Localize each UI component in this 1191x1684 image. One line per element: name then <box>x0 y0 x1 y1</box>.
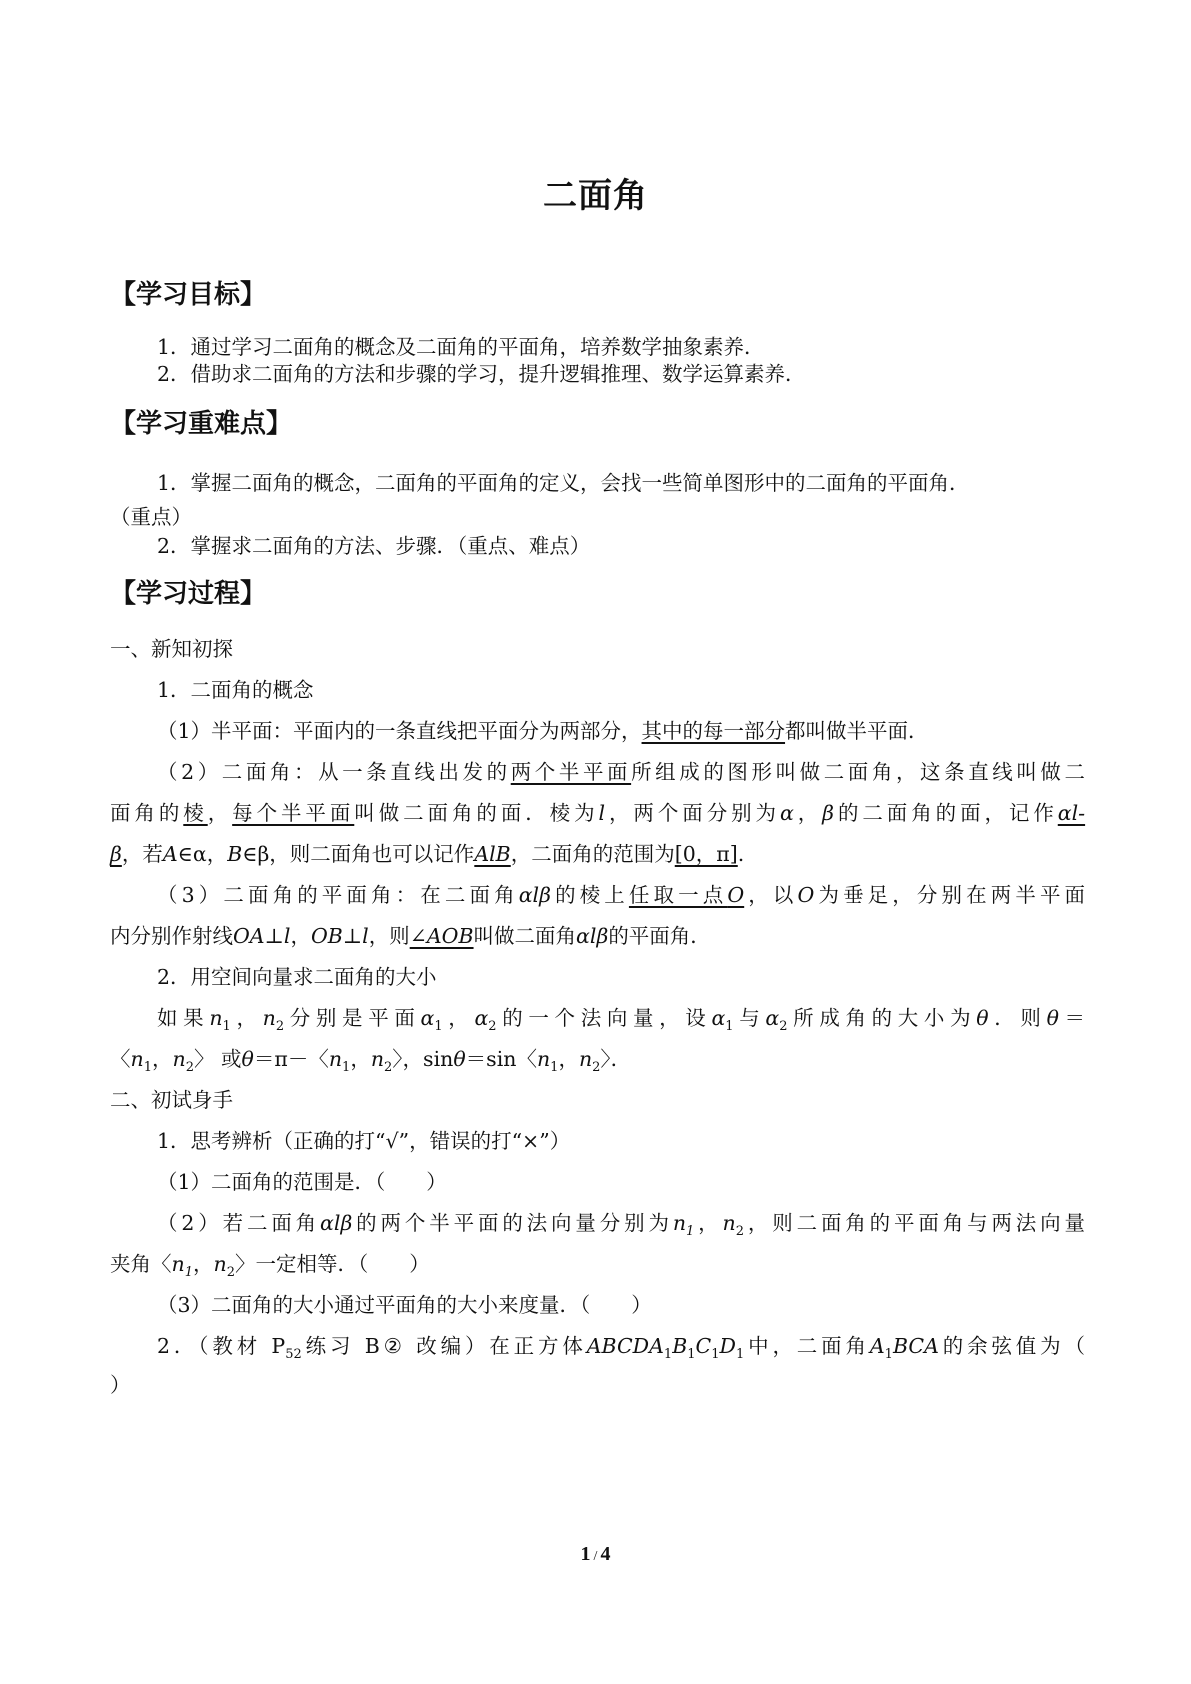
question-1-item-2-line-2 <box>110 1248 1085 1280</box>
text: 都叫做半平面． <box>785 719 929 743</box>
text: ， <box>151 1047 173 1071</box>
subscript: 2 <box>275 1019 285 1035</box>
text: ， <box>558 1047 579 1071</box>
text: （2）二面角：从一条直线出发的 <box>157 760 511 784</box>
text: （2）若二面角 <box>157 1211 321 1235</box>
text: ， <box>207 801 233 825</box>
text: ，以 <box>744 883 798 907</box>
math-symbol: n <box>213 1252 227 1276</box>
math-symbol: OA <box>233 924 265 948</box>
keypoint-item-1: 1．掌握二面角的概念，二面角的平面角的定义，会找一些简单图形中的二面角的平面角． <box>157 471 970 495</box>
total-pages: 4 <box>600 1543 611 1565</box>
subscript: 1 <box>735 1347 745 1363</box>
math-symbol: n <box>672 1211 687 1235</box>
question-1-item-1: （1）二面角的范围是．（ ） <box>157 1170 447 1194</box>
text: 的余弦值为（ <box>938 1334 1086 1358</box>
math-symbol: α <box>474 1006 489 1030</box>
math-symbol: β <box>822 801 835 825</box>
question-1-title: 1．思考辨析（正确的打“√”，错误的打“×”） <box>157 1129 571 1153</box>
text: ＝sin〈 <box>465 1047 537 1071</box>
math-symbol: n <box>328 1047 343 1071</box>
subscript: 1 <box>222 1019 231 1035</box>
text: 〉，sin <box>392 1047 454 1071</box>
question-2-line-2: ） <box>110 1373 131 1397</box>
text: 〉． <box>600 1047 632 1071</box>
half-plane-definition <box>157 715 1085 747</box>
text: ， <box>350 1047 371 1071</box>
text: 面角的 <box>110 801 184 825</box>
concept-title: 1．二面角的概念 <box>157 678 314 702</box>
text: ， <box>793 801 823 825</box>
math-symbol: n <box>171 1252 185 1276</box>
math-symbol: n <box>262 1006 276 1030</box>
plane-angle-definition-line-2 <box>110 920 1085 952</box>
question-1-item-2-line-1 <box>157 1207 1085 1239</box>
text: ， <box>230 1006 263 1030</box>
math-symbol: n <box>370 1047 385 1071</box>
current-page: 1 <box>580 1543 591 1565</box>
math-symbol: A <box>869 1334 885 1358</box>
subscript: 1 <box>663 1347 673 1363</box>
subscript: 2 <box>185 1060 194 1076</box>
text: 所组成的图形叫做二面角，这条直线叫做二 <box>631 760 1086 784</box>
text: ，若 <box>121 842 163 866</box>
math-symbol: α <box>420 1006 435 1030</box>
underlined-term: 棱 <box>183 801 208 825</box>
subscript: 2 <box>384 1060 393 1076</box>
keypoint-item-2: 2．掌握求二面角的方法、步骤．（重点、难点） <box>157 534 591 558</box>
math-symbol: n <box>578 1047 593 1071</box>
section-heading-goals: 【学习目标】 <box>110 280 267 310</box>
text: 分别是平面 <box>284 1006 421 1030</box>
text: ＝π－〈 <box>253 1047 329 1071</box>
keypoint-item-1-tag: （重点） <box>110 505 192 529</box>
part-heading-practice: 二、初试身手 <box>110 1088 233 1112</box>
text: ＝ <box>1058 1006 1086 1030</box>
math-symbol: αlβ <box>320 1211 353 1235</box>
subscript: 2 <box>488 1019 497 1035</box>
math-symbol: C <box>695 1334 712 1358</box>
underlined-term: 每个半平面 <box>232 801 355 825</box>
text: 中，二面角 <box>744 1334 870 1358</box>
math-symbol: l <box>283 924 291 948</box>
underlined-term: 任取一点 <box>628 883 728 907</box>
text: 的二面角的面，记作 <box>834 801 1058 825</box>
underlined-term: 其中的每一部分 <box>641 719 786 743</box>
vector-method-line-2 <box>110 1043 1085 1075</box>
text: （3）二面角的平面角：在二面角 <box>157 883 519 907</box>
math-symbol: O <box>797 883 815 907</box>
dihedral-definition-line-2 <box>110 797 1085 829</box>
subscript: 1 <box>687 1347 696 1363</box>
text: ，二面角的范围为 <box>510 842 675 866</box>
dihedral-definition-line-1 <box>157 756 1085 788</box>
text: 的棱上 <box>550 883 629 907</box>
text: 叫做二面角 <box>473 924 577 948</box>
text: ．则 <box>988 1006 1047 1030</box>
math-symbol: B <box>227 842 243 866</box>
subscript: 2 <box>735 1224 745 1240</box>
part-heading-new-knowledge: 一、新知初探 <box>110 637 233 661</box>
math-symbol: l <box>362 924 369 948</box>
subscript: 1 <box>342 1060 351 1076</box>
math-symbol: n <box>172 1047 186 1071</box>
underlined-term: ∠AOB <box>409 924 474 948</box>
text: 的一个法向量，设 <box>496 1006 712 1030</box>
goal-item-2: 2．借助求二面角的方法和步骤的学习，提升逻辑推理、数学运算素养． <box>157 362 806 386</box>
subscript: 1 <box>550 1060 559 1076</box>
text: ，则 <box>368 924 410 948</box>
underlined-term: [0，π] <box>674 842 738 866</box>
text: ， <box>442 1006 475 1030</box>
math-symbol: OB <box>310 924 343 948</box>
text: 如果 <box>157 1006 210 1030</box>
dihedral-definition-line-3 <box>110 838 1085 870</box>
text: 夹角〈 <box>110 1252 172 1276</box>
vector-method-line-1 <box>157 1002 1085 1034</box>
text: 的平面角． <box>608 924 711 948</box>
text: ⊥ <box>264 924 284 948</box>
math-symbol: D <box>719 1334 736 1358</box>
math-symbol: B <box>672 1334 688 1358</box>
section-heading-process: 【学习过程】 <box>110 579 267 609</box>
question-1-item-3: （3）二面角的大小通过平面角的大小来度量．（ ） <box>157 1293 652 1317</box>
subscript: 2 <box>592 1060 601 1076</box>
text: 〈 <box>110 1047 131 1071</box>
subscript: 1 <box>184 1265 193 1281</box>
question-2-line-1 <box>157 1330 1085 1362</box>
text: ∈β，则二面角也可以记作 <box>242 842 475 866</box>
math-symbol: θ <box>976 1006 989 1030</box>
subscript: 1 <box>686 1224 695 1240</box>
text: ，则二面角的平面角与两法向量 <box>744 1211 1086 1235</box>
math-symbol: n <box>722 1211 736 1235</box>
text: ，两个面分别为 <box>605 801 780 825</box>
page-title: 二面角 <box>543 176 648 216</box>
text: 〉 或 <box>193 1047 242 1071</box>
math-symbol: α <box>711 1006 726 1030</box>
math-symbol: n <box>130 1047 144 1071</box>
text: 内分别作射线 <box>110 924 233 948</box>
math-symbol: n <box>536 1047 551 1071</box>
math-symbol: θ <box>241 1047 254 1071</box>
subscript: 1 <box>725 1019 734 1035</box>
section-heading-keypoints: 【学习重难点】 <box>110 409 293 439</box>
goal-item-1: 1．通过学习二面角的概念及二面角的平面角，培养数学抽象素养． <box>157 335 765 359</box>
text: 的两个半平面的法向量分别为 <box>352 1211 673 1235</box>
math-symbol: n <box>209 1006 223 1030</box>
page-number <box>0 1543 1191 1566</box>
underlined-term: αl- <box>1057 801 1086 825</box>
text: 叫做二面角的面．棱为 <box>354 801 599 825</box>
math-symbol: ABCDA <box>586 1334 664 1358</box>
text: 为垂足，分别在两半平面 <box>814 883 1086 907</box>
math-symbol: αlβ <box>576 924 609 948</box>
math-symbol: θ <box>453 1047 466 1071</box>
underlined-term: 两个半平面 <box>510 760 632 784</box>
text: 所成角的大小为 <box>787 1006 977 1030</box>
text: ， <box>694 1211 723 1235</box>
text: ⊥ <box>342 924 363 948</box>
subscript: 2 <box>226 1265 235 1281</box>
page-separator: / <box>593 1549 598 1564</box>
text: 〉一定相等．（ ） <box>234 1252 430 1276</box>
subscript: 1 <box>711 1347 720 1363</box>
math-symbol: α <box>765 1006 780 1030</box>
text: ， <box>290 924 311 948</box>
underlined-term: AlB <box>474 842 511 866</box>
subscript: 1 <box>884 1347 893 1363</box>
text: 与 <box>733 1006 766 1030</box>
math-symbol: α <box>779 801 794 825</box>
math-symbol: O <box>727 883 745 907</box>
text: 练习 B② 改编）在正方体 <box>301 1334 587 1358</box>
text: （1）半平面：平面内的一条直线把平面分为两部分， <box>157 719 642 743</box>
subscript: 1 <box>434 1019 443 1035</box>
math-symbol: l <box>598 801 606 825</box>
subscript: 52 <box>285 1347 302 1363</box>
text: ， <box>192 1252 214 1276</box>
math-symbol: θ <box>1046 1006 1059 1030</box>
underlined-term: β <box>110 842 122 866</box>
math-symbol: BCA <box>892 1334 939 1358</box>
subscript: 2 <box>779 1019 788 1035</box>
text: . <box>737 842 745 866</box>
math-symbol: A <box>162 842 178 866</box>
text: ∈α， <box>177 842 228 866</box>
subscript: 1 <box>143 1060 152 1076</box>
math-symbol: αlβ <box>518 883 551 907</box>
vector-method-title: 2．用空间向量求二面角的大小 <box>157 965 437 989</box>
text: 2．（教材 P <box>157 1334 286 1358</box>
plane-angle-definition-line-1 <box>157 879 1085 911</box>
